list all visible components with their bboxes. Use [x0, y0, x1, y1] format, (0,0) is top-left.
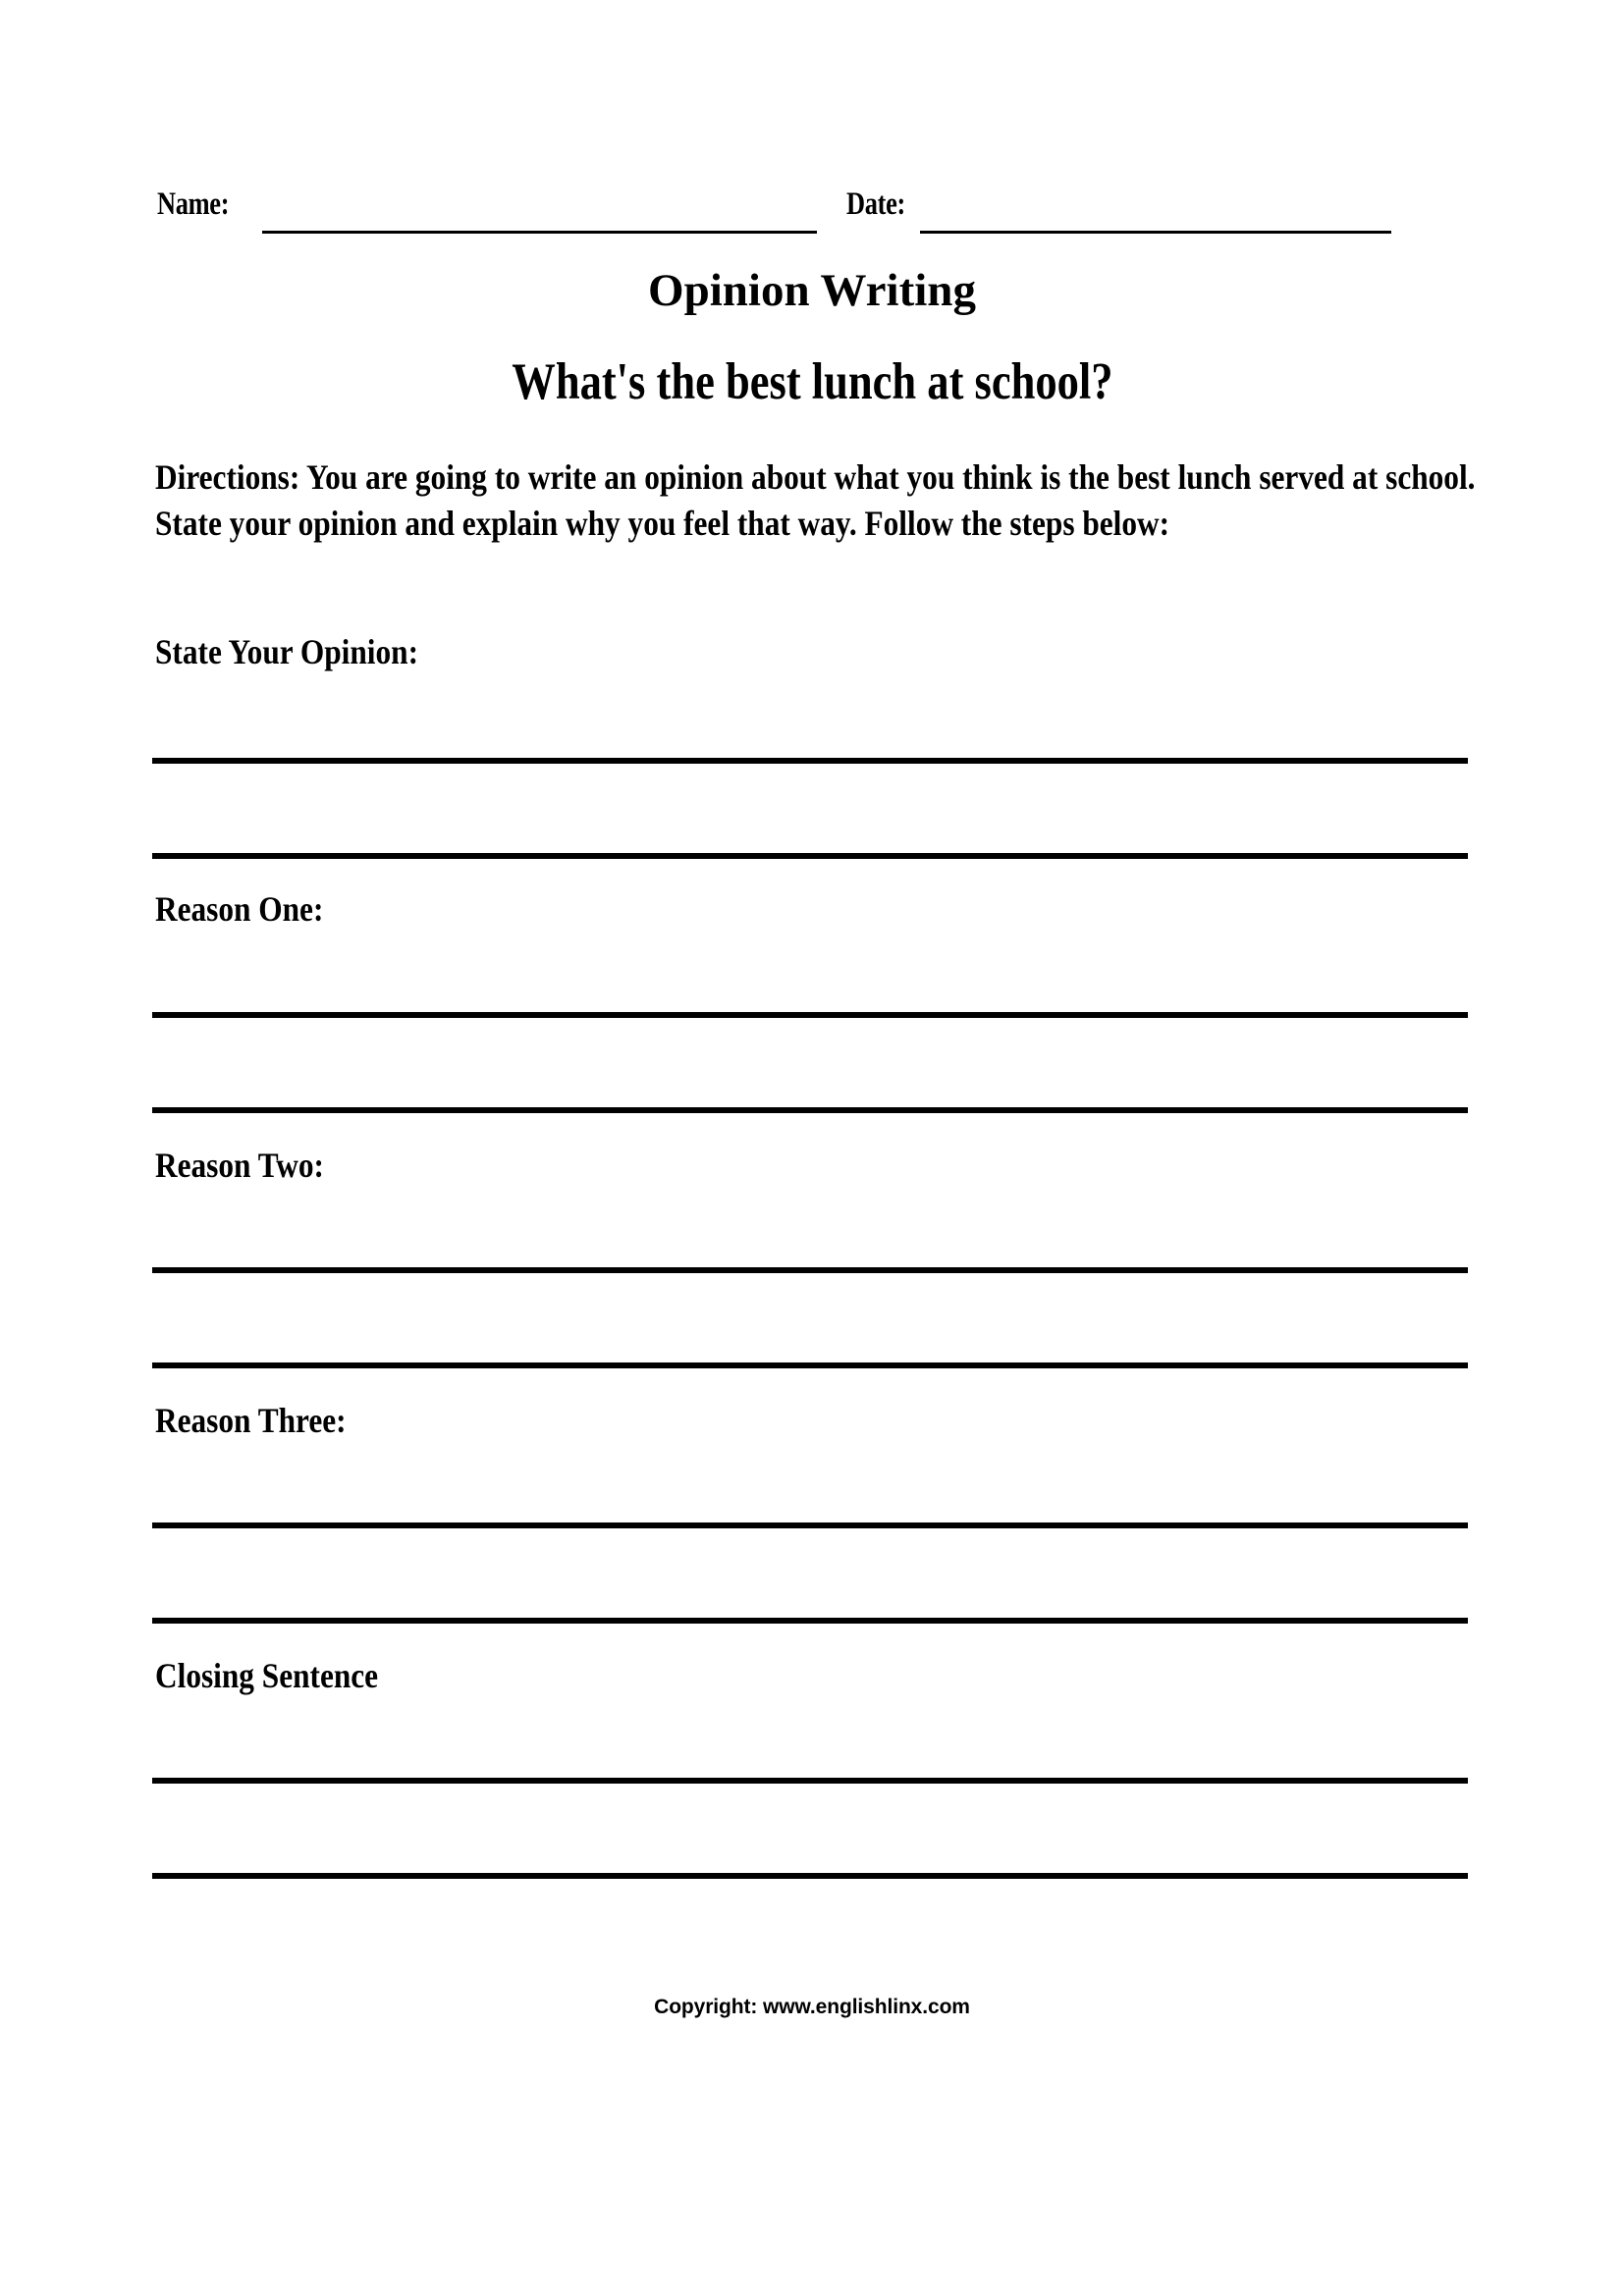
write-line-opinion-2[interactable] — [152, 853, 1468, 859]
section-heading-reason-one — [155, 891, 349, 927]
section-heading-label: Reason One: — [155, 889, 324, 929]
section-heading-label: State Your Opinion: — [155, 632, 419, 671]
name-input-line[interactable] — [262, 215, 817, 234]
write-line-reason-one-2[interactable] — [152, 1107, 1468, 1113]
section-heading-reason-three — [155, 1403, 375, 1438]
section-heading-reason-two — [155, 1148, 350, 1183]
write-line-reason-three-1[interactable] — [152, 1522, 1468, 1528]
directions-paragraph — [155, 454, 1476, 547]
page-subtitle — [0, 355, 1624, 410]
write-line-reason-one-1[interactable] — [152, 1012, 1468, 1018]
date-label: Date: — [846, 187, 906, 222]
write-line-reason-two-2[interactable] — [152, 1362, 1468, 1368]
section-heading-label: Reason Two: — [155, 1146, 324, 1185]
page-title: Opinion Writing — [648, 265, 976, 316]
write-line-reason-three-2[interactable] — [152, 1618, 1468, 1624]
date-input-line[interactable] — [920, 215, 1391, 234]
section-heading-label: Closing Sentence — [155, 1656, 379, 1695]
write-line-closing-2[interactable] — [152, 1873, 1468, 1879]
page-subtitle-text: What's the best lunch at school? — [511, 353, 1113, 410]
copyright-footer: Copyright: www.englishlinx.com — [654, 1996, 970, 2018]
write-line-opinion-1[interactable] — [152, 758, 1468, 764]
name-date-row — [157, 188, 1424, 236]
section-heading-closing-sentence — [155, 1658, 411, 1693]
section-heading-label: Reason Three: — [155, 1401, 347, 1440]
write-line-reason-two-1[interactable] — [152, 1267, 1468, 1273]
directions-text: Directions: You are going to write an opinion about what you think is the best lunch served at school. State your opinion and explain why you feel that way. Follow the steps below: — [155, 457, 1476, 543]
name-label: Name: — [157, 187, 230, 222]
write-line-closing-1[interactable] — [152, 1778, 1468, 1784]
section-heading-state-your-opinion — [155, 634, 458, 669]
